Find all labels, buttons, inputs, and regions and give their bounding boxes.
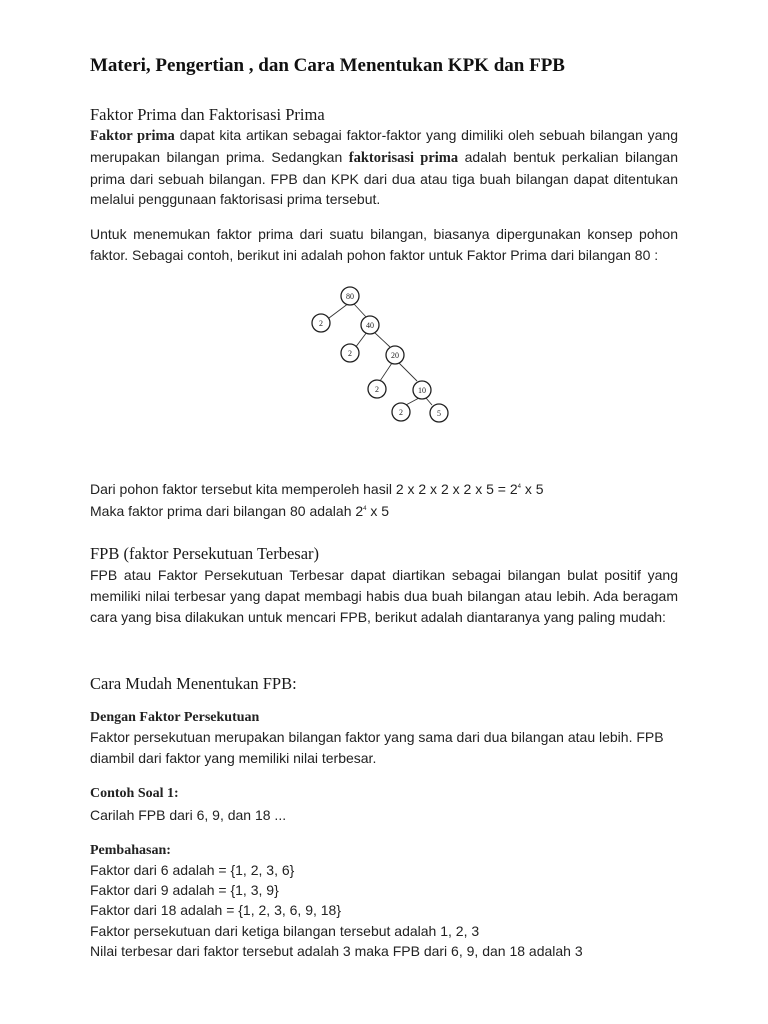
tree-node-80: 80: [346, 292, 354, 301]
solution-line: Faktor dari 9 adalah = {1, 3, 9}: [90, 882, 279, 899]
solution-label: Pembahasan:: [90, 843, 171, 858]
solution-line: Faktor dari 6 adalah = {1, 2, 3, 6}: [90, 862, 295, 878]
result-line-1: Dari pohon faktor tersebut kita memperoleh hasil 2 x 2 x 2 x 2 x $5 = 2^4$ x 5: [90, 481, 544, 497]
tree-edge: [355, 332, 367, 348]
tree-node-5: 5: [437, 409, 441, 418]
factor-tree-diagram: [308, 280, 468, 440]
paragraph-faktor-prima: [90, 125, 678, 210]
result-line-2: Maka faktor prima dari bilangan 80 adalah $2^4$ x 5: [90, 503, 390, 520]
tree-node-20: 20: [391, 351, 399, 360]
tree-edge: [426, 398, 432, 405]
tree-node-2: 2: [399, 408, 403, 417]
example-text: Carilah FPB dari 6, 9, dan 18 ...: [90, 807, 287, 823]
subheading-faktor-persekutuan: Dengan Faktor Persekutuan: [90, 710, 260, 725]
tree-edge: [374, 332, 390, 347]
tree-node-40: 40: [366, 321, 374, 330]
tree-edge: [354, 304, 367, 318]
example-label: Contoh Soal 1:: [90, 786, 179, 801]
term-faktorisasi-prima: faktorisasi prima: [348, 149, 459, 166]
heading-cara-mudah: Cara Mudah Menentukan FPB:: [90, 674, 297, 693]
solution-lines: [90, 860, 690, 961]
solution-line: Nilai terbesar dari faktor tersebut adalah 3 maka FPB dari 6, 9, dan 18 adalah 3: [90, 942, 583, 959]
solution-line: Faktor persekutuan dari ketiga bilangan tersebut adalah 1, 2, 3: [90, 922, 480, 939]
paragraph-text-1: dapat kita artikan sebagai faktor-faktor yang dimiliki oleh sebuah bilangan yang merupakan bilangan prima. Sedangkan: [90, 127, 678, 165]
heading-faktor-prima: Faktor Prima dan Faktorisasi Prima: [90, 105, 325, 124]
tree-node-2: 2: [319, 319, 323, 328]
solution-line: Faktor dari 18 adalah = {1, 2, 3, 6, 9, 18}: [90, 902, 342, 919]
paragraph-faktor-persekutuan: Faktor persekutuan merupakan bilangan faktor yang sama dari dua bilangan atau lebih. FPB diambil dari faktor yang memiliki nilai terbesar.: [90, 729, 664, 766]
tree-node-2: 2: [375, 385, 379, 394]
term-faktor-prima: Faktor prima: [90, 128, 175, 144]
result-lines: [90, 477, 690, 521]
tree-edge: [399, 363, 417, 381]
page-title: Materi, Pengertian , dan Cara Menentukan KPK dan FPB: [90, 55, 565, 76]
paragraph-text-2: adalah bentuk perkalian bilangan prima dari sebuah bilangan. FPB dan KPK dari dua atau tiga buah bilangan dapat ditentukan melalui penggunaan faktorisasi prima tersebut.: [90, 148, 678, 208]
heading-fpb: FPB (faktor Persekutuan Terbesar): [90, 544, 320, 563]
tree-node-2: 2: [348, 349, 352, 358]
tree-edge: [380, 363, 392, 381]
paragraph-fpb: FPB atau Faktor Persekutuan Terbesar dapat diartikan sebagai bilangan bulat positif yang memiliki nilai terbesar yang dapat membagi habis dua buah bilangan atau lebih. Ada beragam cara yang bisa dilakukan untuk mencari FPB, berikut adalah diantaranya yang paling mudah:: [90, 567, 678, 625]
paragraph-pohon-faktor: Untuk menemukan faktor prima dari suatu bilangan, biasanya dipergunakan konsep pohon faktor. Sebagai contoh, berikut ini adalah pohon faktor untuk Faktor Prima dari bilangan 80 :: [90, 226, 678, 263]
tree-node-10: 10: [418, 386, 426, 395]
